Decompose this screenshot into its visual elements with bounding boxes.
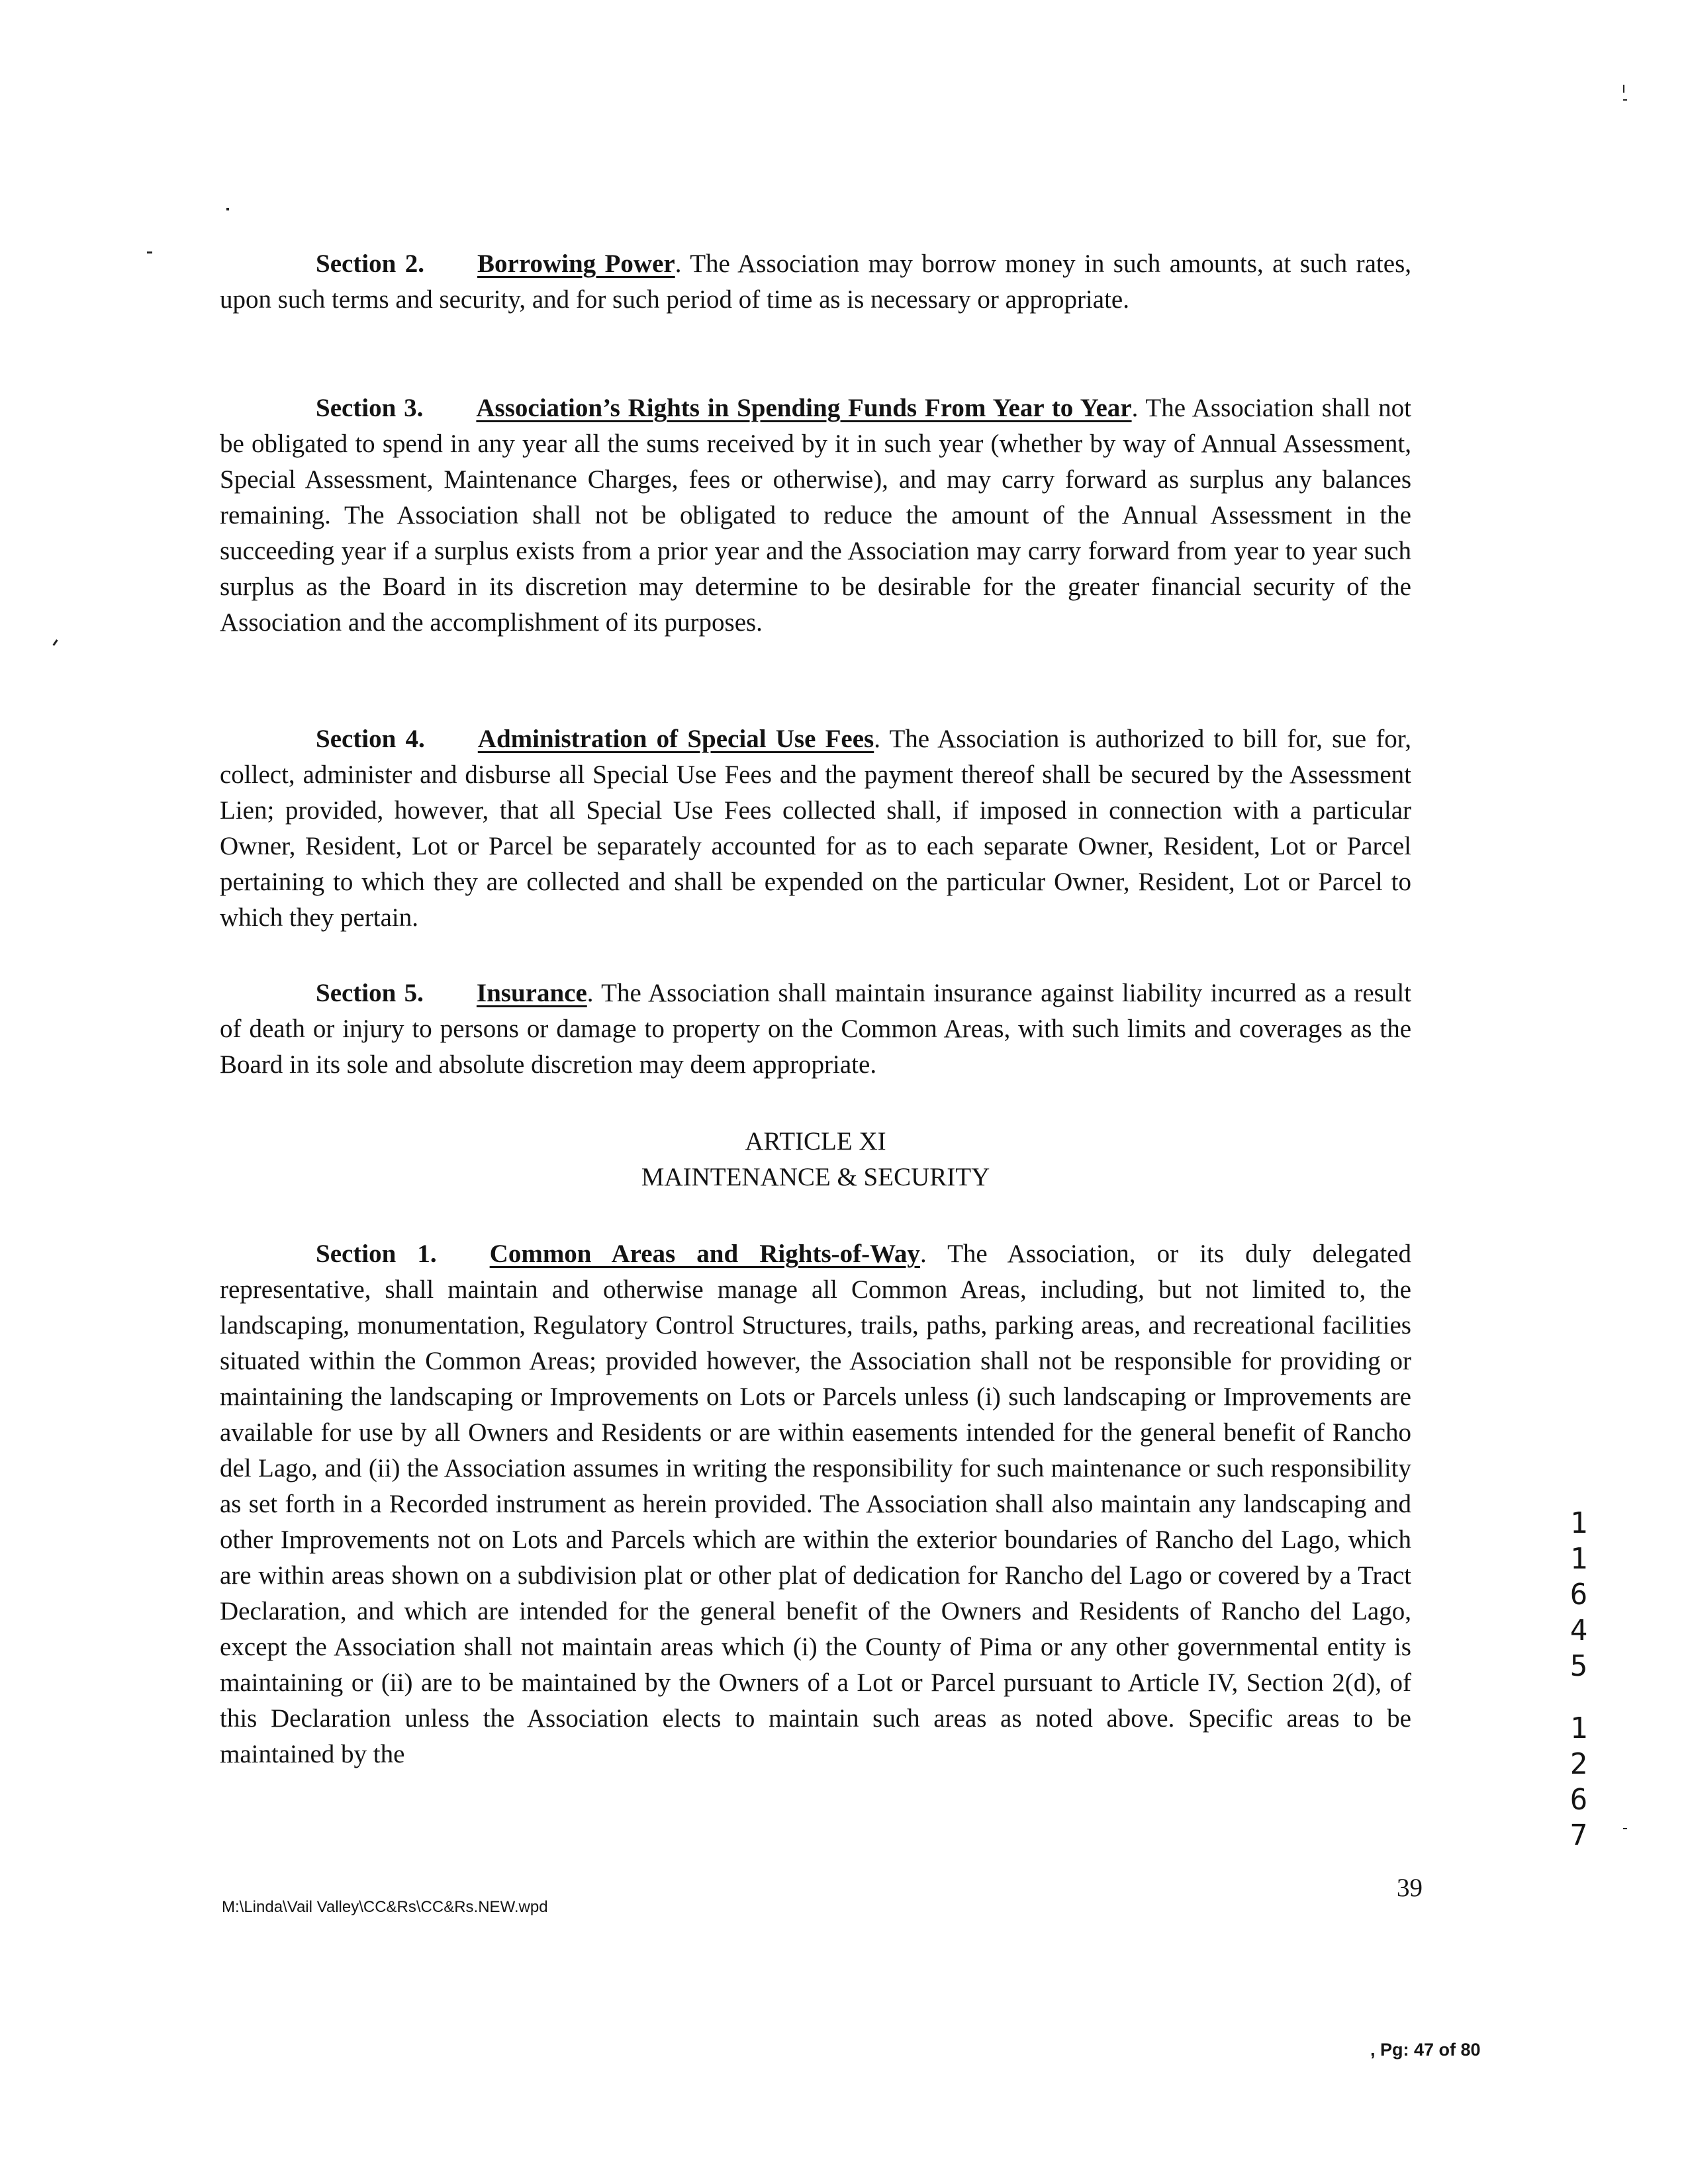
- file-path-footer: M:\Linda\Vail Valley\CC&Rs\CC&Rs.NEW.wpd: [222, 1898, 548, 1916]
- scan-mark: [1623, 99, 1627, 101]
- section-4-label: Section 4.: [316, 725, 425, 753]
- scan-mark: [1623, 1828, 1627, 1829]
- section-2-label: Section 2.: [316, 250, 425, 278]
- page-number: 39: [1397, 1874, 1423, 1902]
- stamp-digit: 5: [1570, 1649, 1588, 1683]
- stamp-digit: 1: [1570, 1542, 1588, 1576]
- section-5-label: Section 5.: [316, 979, 424, 1007]
- stamp-digit: 7: [1570, 1819, 1588, 1852]
- section-5-title: Insurance: [476, 979, 587, 1007]
- scan-mark: [1623, 85, 1624, 93]
- section-4-body: . The Association is authorized to bill for, sue for, collect, administer and disburse all Special Use Fees and the payment thereof shall be secured by the Assessment Lien; provided, however, that all Special Use Fees collected shall, if imposed in connection with a particular Owner, Resident, Lot or Parcel be separately accounted for as to each separate Owner, Resident, Lot or Parcel pertaining to which they are collected and shall be expended on the particular Owner, Resident, Lot or Parcel to which they pertain.: [220, 725, 1411, 932]
- scan-mark: [226, 208, 229, 210]
- stamp-digit: 1: [1570, 1506, 1588, 1540]
- recording-number-stamp: [1566, 1506, 1592, 1854]
- section-3-title: Association’s Rights in Spending Funds From Year to Year: [476, 394, 1132, 422]
- section-3-paragraph: [220, 390, 1411, 641]
- section-3-body: . The Association shall not be obligated to spend in any year all the sums received by it in such year (whether by way of Annual Assessment, Special Assessment, Maintenance Charges, fees or otherwise), and may carry forward as surplus any balances remaining. The Association shall not be obligated to reduce the amount of the Annual Assessment in the succeeding year if a surplus exists from a prior year and the Association may carry forward from year to year such surplus as the Board in its discretion may determine to be desirable for the greater financial security of the Association and the accomplishment of its purposes.: [220, 394, 1411, 637]
- stamp-digit: 1: [1570, 1711, 1588, 1745]
- stamp-digit: 6: [1570, 1578, 1588, 1612]
- section-4-paragraph: [220, 721, 1411, 936]
- stamp-digit: 4: [1570, 1614, 1588, 1647]
- article-xi-section-1-title: Common Areas and Rights-of-Way: [489, 1240, 920, 1268]
- section-5-paragraph: [220, 976, 1411, 1083]
- article-xi-section-1-paragraph: [220, 1236, 1411, 1772]
- section-2-paragraph: [220, 246, 1411, 318]
- article-title: MAINTENANCE & SECURITY: [641, 1163, 990, 1191]
- scan-mark: [52, 639, 58, 646]
- section-5-body: . The Association shall maintain insurance against liability incurred as a result of death or injury to persons or damage to property on the Common Areas, with such limits and coverages as the Board in its sole and absolute discretion may deem appropriate.: [220, 979, 1411, 1079]
- article-xi-section-1-body: . The Association, or its duly delegated representative, shall maintain and otherwise manage all Common Areas, including, but not limited to, the landscaping, monumentation, Regulatory Control Structures, trails, paths, parking areas, and recreational facilities situated within the Common Areas; provided however, the Association shall not be responsible for providing or maintaining the landscaping or Improvements on Lots or Parcels unless (i) such landscaping or Improvements are available for use by all Owners and Residents or are within easements intended for the general benefit of Rancho del Lago, and (ii) the Association assumes in writing the responsibility for such maintenance or such responsibility as set forth in a Recorded instrument as herein provided. The Association shall also maintain any landscaping and other Improvements not on Lots and Parcels which are within the exterior boundaries of Rancho del Lago, which are within areas shown on a subdivision plat or other plat of dedication for Rancho del Lago or covered by a Tract Declaration, and which are intended for the general benefit of the Owners and Residents of Rancho del Lago, except the Association shall not maintain areas which (i) the County of Pima or any other governmental entity is maintaining or (ii) are to be maintained by the Owners of a Lot or Parcel pursuant to Article IV, Section 2(d), of this Declaration unless the Association elects to maintain such areas as noted above. Specific areas to be maintained by the: [220, 1240, 1411, 1768]
- article-heading: [220, 1124, 1411, 1195]
- section-2-title: Borrowing Power: [477, 250, 675, 278]
- stamp-digit: 6: [1570, 1783, 1588, 1817]
- section-4-title: Administration of Special Use Fees: [477, 725, 874, 753]
- section-2-body: . The Association may borrow money in such amounts, at such rates, upon such terms and security, and for such period of time as is necessary or appropriate.: [220, 250, 1411, 314]
- section-3-label: Section 3.: [316, 394, 424, 422]
- article-number: ARTICLE XI: [745, 1127, 886, 1156]
- scan-mark: [147, 251, 152, 253]
- page-count-stamp: , Pg: 47 of 80: [1370, 2040, 1481, 2060]
- article-xi-section-1-label: Section 1.: [316, 1240, 437, 1268]
- stamp-digit: 2: [1570, 1747, 1588, 1781]
